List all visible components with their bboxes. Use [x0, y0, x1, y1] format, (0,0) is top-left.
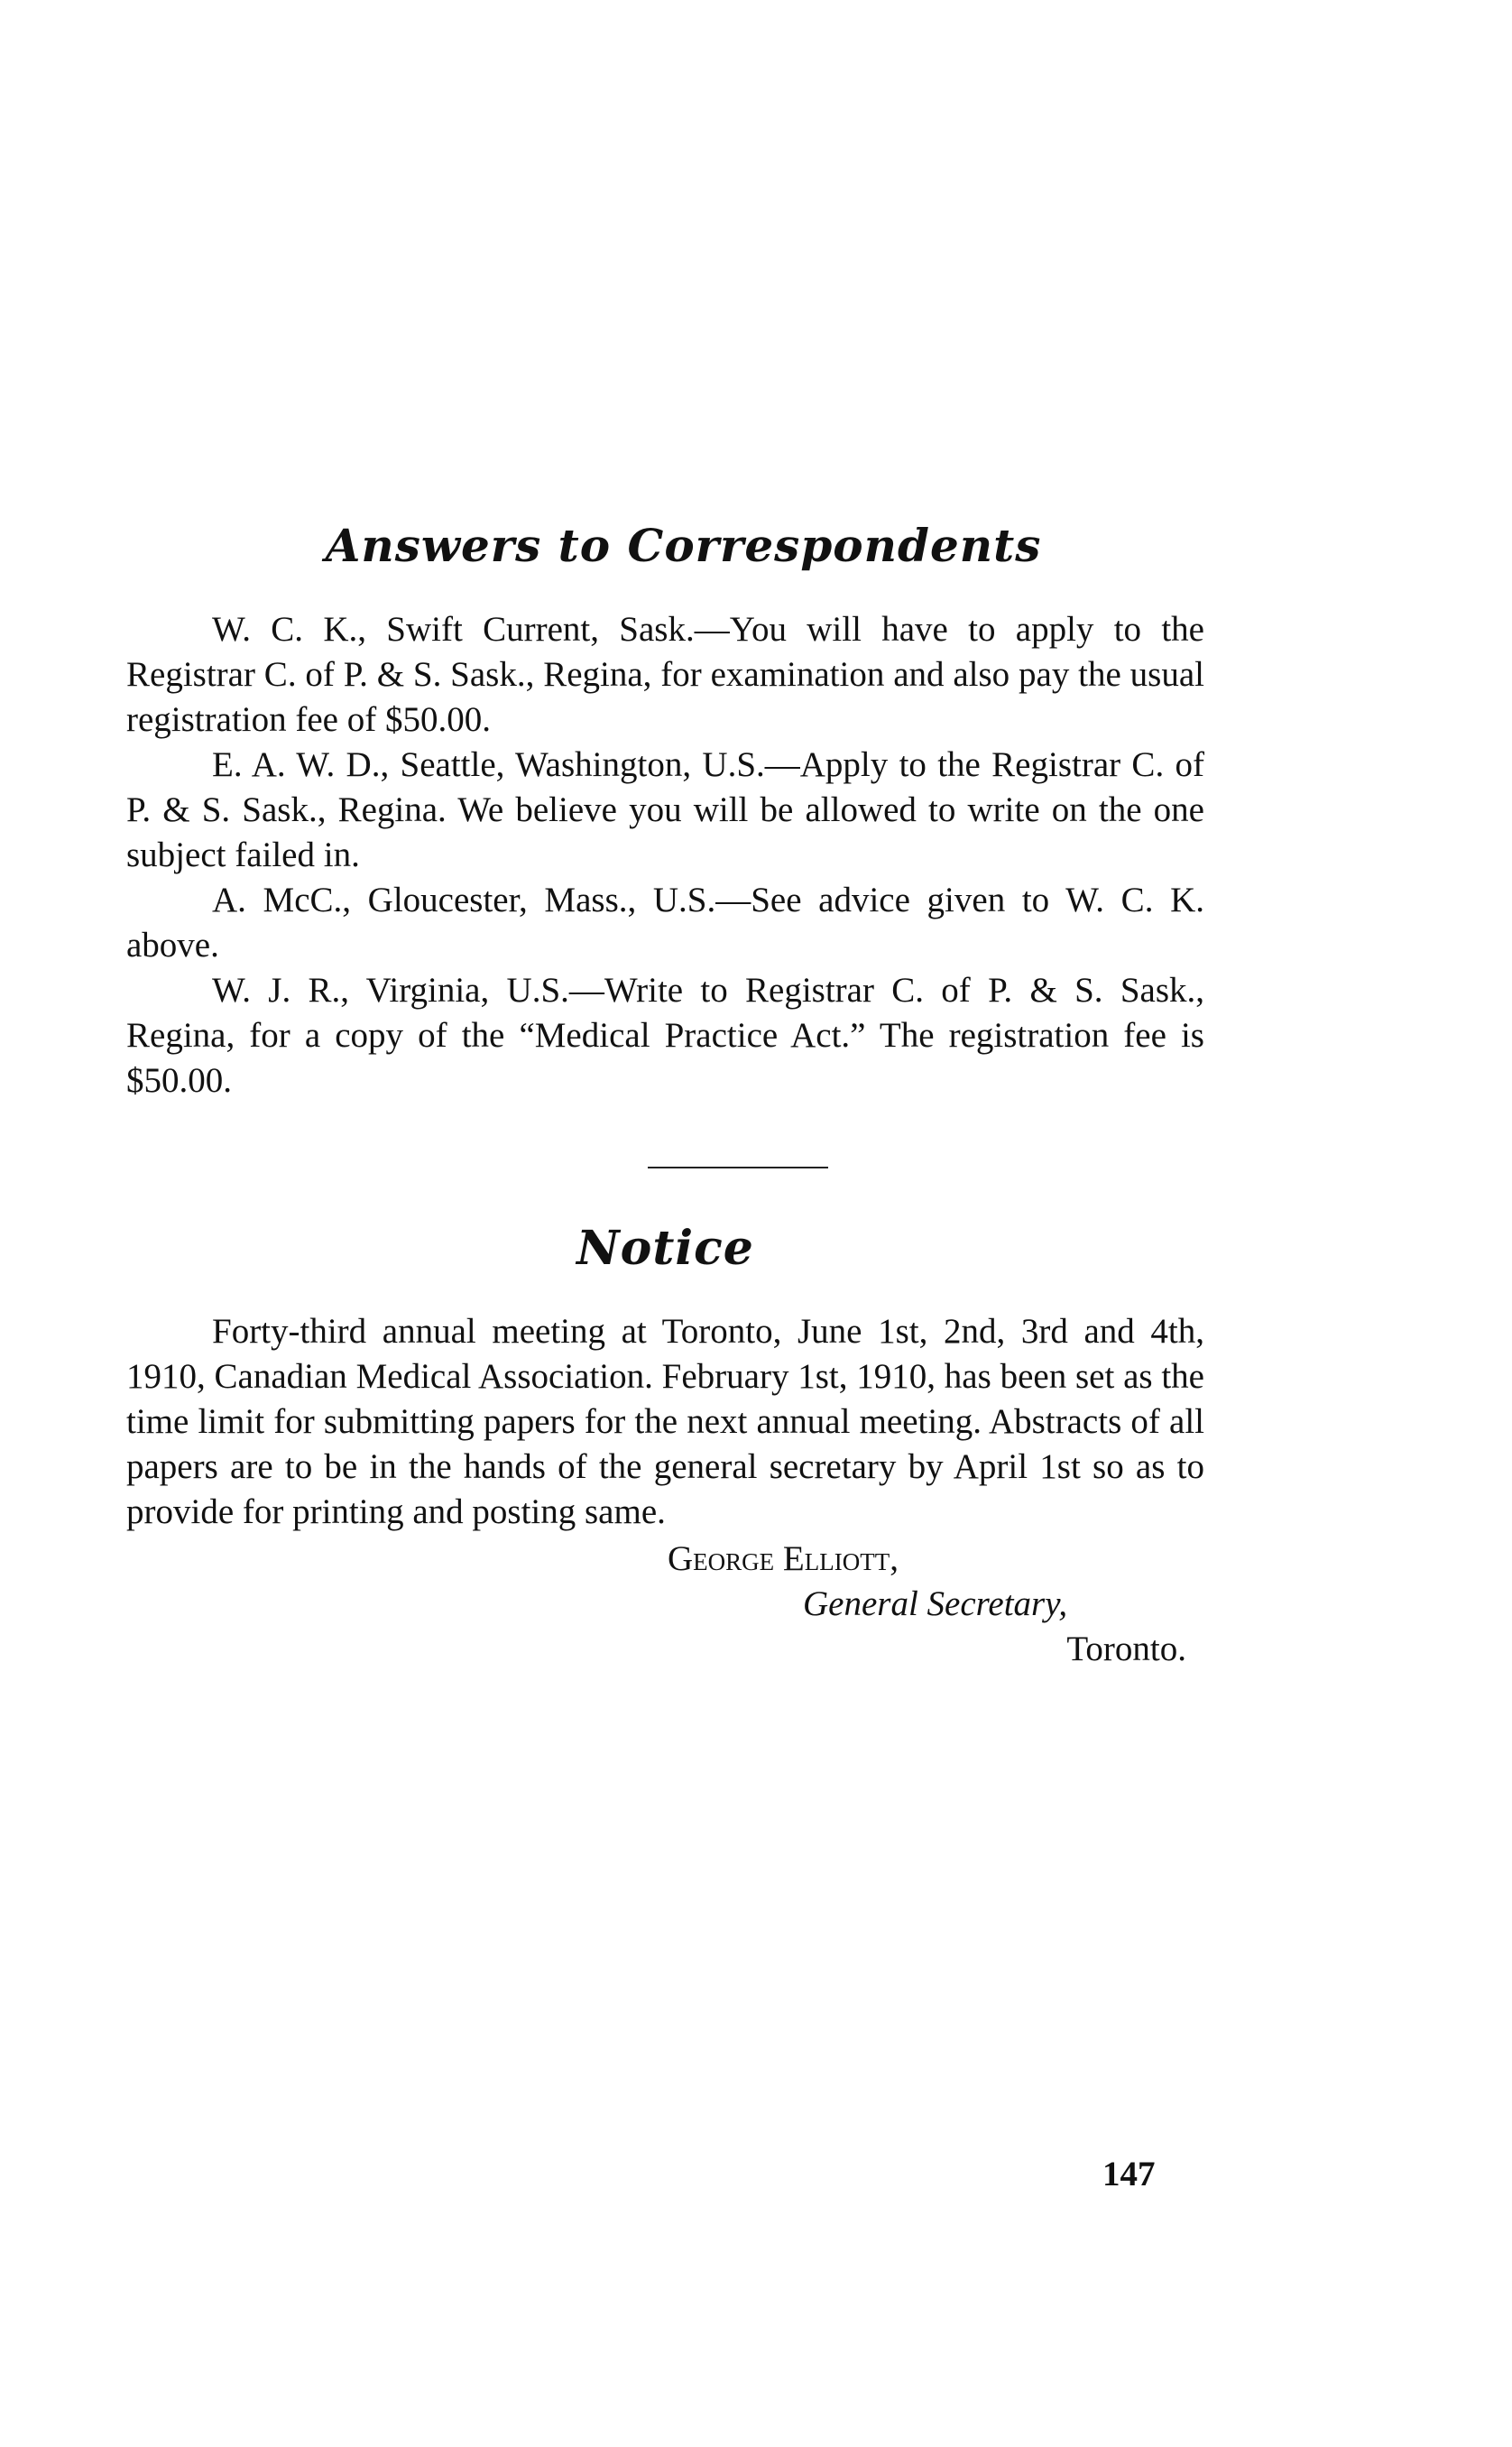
answer-entry-eawd: E. A. W. D., Seattle, Washington, U.S.—Apply to the Registrar C. of P. & S. Sask., Regina. We believe you will be allowed to write on the one subject failed in.: [126, 745, 1204, 874]
answers-heading: Answers to Correspondents: [325, 519, 1042, 572]
answer-entry-amcc: A. McC., Gloucester, Mass., U.S.—See advice given to W. C. K. above.: [126, 881, 1204, 965]
notice-heading: Notice: [576, 1221, 754, 1276]
notice-signature: [126, 1537, 1204, 1672]
notice-section: [126, 1309, 1204, 1672]
page-number: 147: [1102, 2155, 1156, 2193]
section-divider: [648, 1167, 828, 1168]
answer-entry-wjr: W. J. R., Virginia, U.S.—Write to Registrar C. of P. & S. Sask., Regina, for a copy of the “Medical Practice Act.” The registration fee is $50.00.: [126, 971, 1204, 1100]
answers-section: [126, 607, 1204, 1103]
signature-place: Toronto.: [1066, 1630, 1186, 1668]
text-column: [126, 519, 1204, 1672]
signature-title: General Secretary,: [803, 1584, 1068, 1623]
answer-entry-wck: W. C. K., Swift Current, Sask.—You will have to apply to the Registrar C. of P. & S. Sask., Regina, for examination and also pay the usual registration fee of $50.00.: [126, 610, 1204, 739]
notice-body: Forty-third annual meeting at Toronto, June 1st, 2nd, 3rd and 4th, 1910, Canadian Medical Association. February 1st, 1910, has been set as the time limit for submitting papers for the next annual meeting. Abstracts of all papers are to be in the hands of the general secretary by April 1st so as to provide for printing and posting same.: [126, 1312, 1204, 1531]
signature-name: George Elliott,: [668, 1539, 899, 1578]
